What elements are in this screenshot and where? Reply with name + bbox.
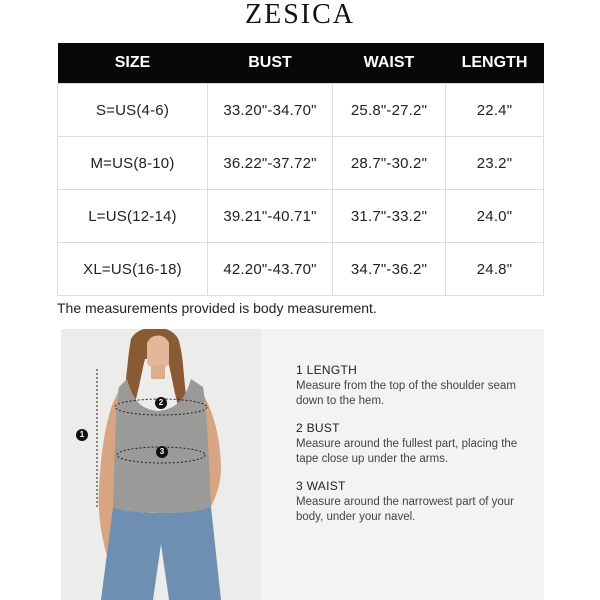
length-marker: 1 [76,429,88,441]
model-figure [61,329,261,600]
size-cell: S=US(4-6) [58,84,208,137]
waist-cell: 31.7"-33.2" [333,190,446,243]
column-header-length: LENGTH [446,43,544,84]
measurement-guide [296,363,536,537]
table-row [58,84,544,137]
table-row [58,243,544,296]
guide-item-waist [296,479,536,525]
guide-item-bust [296,421,536,467]
length-cell: 22.4" [446,84,544,137]
size-chart-table [57,43,544,296]
neck-shape [151,365,165,379]
size-cell: M=US(8-10) [58,137,208,190]
guide-title: 3 WAIST [296,479,346,493]
column-header-size: SIZE [58,43,208,84]
brand-logo: ZESICA [245,0,355,30]
column-header-bust: BUST [208,43,333,84]
measurement-note: The measurements provided is body measurement. [57,300,377,316]
guide-description: Measure around the fullest part, placing the tape close up under the arms. [296,438,518,465]
face-shape [147,336,169,370]
bust-cell: 42.20"-43.70" [208,243,333,296]
guide-description: Measure from the top of the shoulder seam down to the hem. [296,380,516,407]
length-cell: 24.0" [446,190,544,243]
guide-item-length [296,363,536,409]
table-row [58,137,544,190]
waist-marker: 3 [156,446,168,458]
length-cell: 23.2" [446,137,544,190]
jeans-shape [101,507,221,600]
column-header-waist: WAIST [333,43,446,84]
size-cell: XL=US(16-18) [58,243,208,296]
size-cell: L=US(12-14) [58,190,208,243]
waist-cell: 28.7"-30.2" [333,137,446,190]
bust-cell: 36.22"-37.72" [208,137,333,190]
table-row [58,190,544,243]
waist-cell: 25.8"-27.2" [333,84,446,137]
length-cell: 24.8" [446,243,544,296]
bust-marker: 2 [155,397,167,409]
bust-cell: 39.21"-40.71" [208,190,333,243]
guide-title: 2 BUST [296,421,340,435]
table-header-row [58,43,544,84]
bust-cell: 33.20"-34.70" [208,84,333,137]
waist-cell: 34.7"-36.2" [333,243,446,296]
guide-title: 1 LENGTH [296,363,358,377]
guide-description: Measure around the narrowest part of your body, under your navel. [296,496,514,523]
